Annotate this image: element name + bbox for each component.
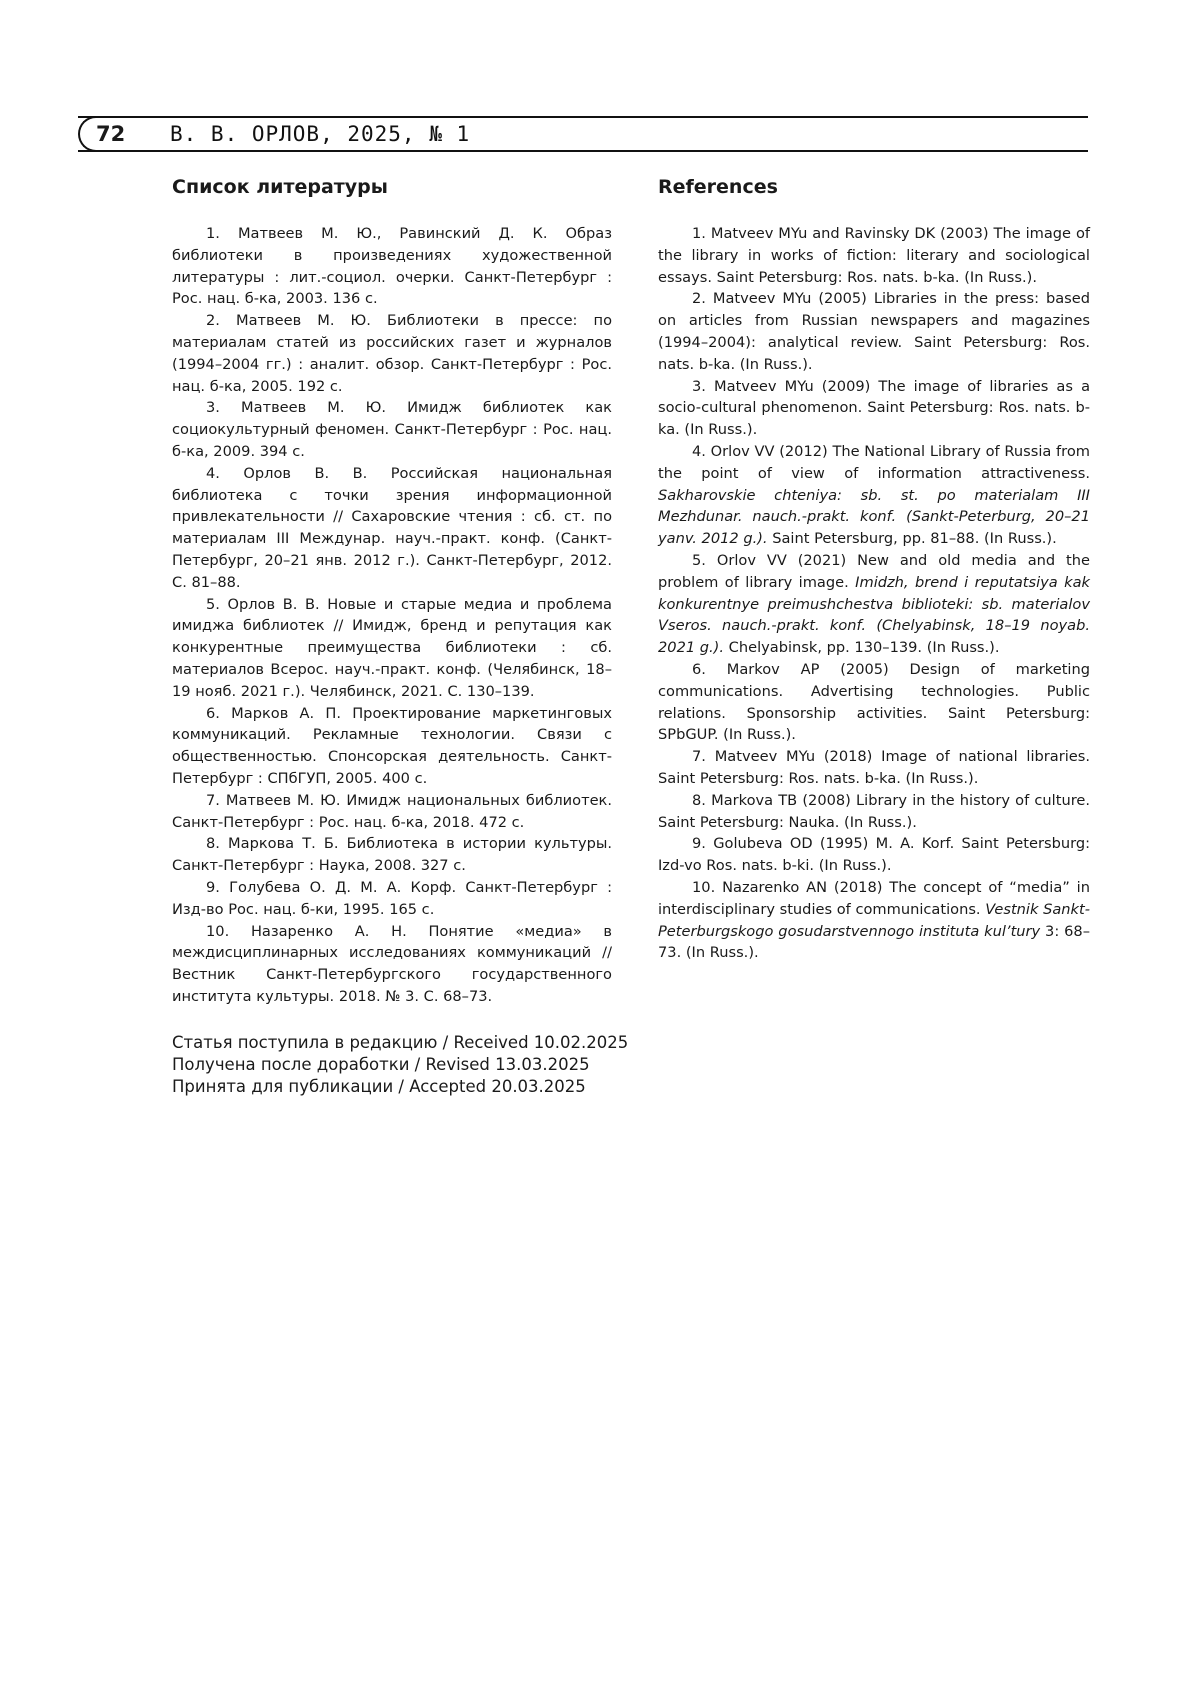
- reference-text: Матвеев М. Ю. Имидж национальных библиотек. Санкт-Петербург : Рос. нац. б-ка, 2018. 472 с.: [172, 791, 613, 831]
- reference-ru-item: [172, 877, 612, 921]
- references-en-list: [658, 223, 1090, 964]
- reference-text: Марков А. П. Проектирование маркетинговых коммуникаций. Рекламные технологии. Связи с общественностью. Спонсорская деятельность. Санкт-Петербург : СПбГУП, 2005. 400 с.: [172, 704, 613, 787]
- reference-en-item: [658, 833, 1090, 877]
- reference-text-tail: Chelyabinsk, pp. 130–139. (In Russ.).: [724, 639, 1000, 657]
- reference-text: Орлов В. В. Российская национальная библиотека с точки зрения информационной привлекательности // Сахаровские чтения : сб. ст. по материалам III Междунар. науч.-практ. конф. (Санкт-Петербург, 20–21 янв. 2012 г.). Санкт-Петербург, 2012. С. 81–88.: [172, 464, 612, 591]
- history-received: Статья поступила в редакцию / Received 10.02.2025: [172, 1033, 629, 1052]
- reference-en-item: [658, 223, 1090, 288]
- reference-en-item: [658, 376, 1090, 441]
- reference-number: 2.: [206, 312, 220, 330]
- reference-number: 8.: [692, 791, 706, 809]
- reference-ru-item: [172, 921, 612, 1008]
- reference-number: 7.: [206, 791, 220, 809]
- history-revised: Получена после доработки / Revised 13.03.2025: [172, 1055, 590, 1074]
- reference-ru-item: [172, 703, 612, 790]
- references-ru-heading: Список литературы: [172, 176, 388, 198]
- reference-number: 9.: [692, 835, 706, 853]
- reference-number: 8.: [206, 835, 220, 853]
- reference-text: Matveev MYu (2005) Libraries in the press: based on articles from Russian newspapers and magazines (1994–2004): analytical review. Saint Petersburg: Ros. nats. b-ka. (In Russ.).: [658, 290, 1090, 373]
- reference-text: Назаренко А. Н. Понятие «медиа» в междисциплинарных исследованиях коммуникаций // Вестник Санкт-Петербургского государственного института культуры. 2018. № 3. С. 68–73.: [172, 922, 613, 1005]
- reference-number: 6.: [692, 660, 706, 678]
- reference-number: 4.: [206, 464, 220, 482]
- reference-number: 1.: [692, 225, 706, 242]
- reference-text: Орлов В. В. Новые и старые медиа и проблема имиджа библиотек // Имидж, бренд и репутация как конкурентные преимущества библиотеки : сб. материалов Всерос. науч.-практ. конф. (Челябинск, 18–19 нояб. 2021 г.). Челябинск, 2021. С. 130–139.: [172, 595, 612, 700]
- reference-en-item: [658, 550, 1090, 659]
- reference-number: 10.: [206, 922, 230, 940]
- reference-text: Matveev MYu and Ravinsky DK (2003) The image of the library in works of fiction: literary and sociological essays. Saint Petersburg: Ros. nats. b-ka. (In Russ.).: [658, 225, 1091, 286]
- reference-ru-item: [172, 463, 612, 594]
- reference-en-item: [658, 441, 1090, 550]
- running-head: [78, 116, 1088, 152]
- reference-text: Matveev MYu (2009) The image of libraries as a socio-cultural phenomenon. Saint Petersburg: Ros. nats. b-ka. (In Russ.).: [658, 377, 1091, 439]
- reference-text: Orlov VV (2012) The National Library of Russia from the point of view of information attractiveness.: [658, 442, 1090, 482]
- reference-ru-item: [172, 223, 612, 310]
- reference-number: 5.: [692, 551, 706, 569]
- reference-source-italic: Sakharovskie chteniya: sb. st. po materialam III Mezhdunar. nauch.-prakt. konf. (Sankt-Peterburg, 20–21 yanv. 2012 g.).: [658, 486, 1090, 548]
- reference-source-italic: Imidzh, brend i reputatsiya kak konkurentnye preimushchestva biblioteki: sb. materialov Vseros. nauch.-prakt. konf. (Chelyabinsk, 18–19 noyab. 2021 g.).: [658, 573, 1090, 657]
- references-en-heading: References: [658, 176, 778, 198]
- reference-text: Orlov VV (2021) New and old media and the problem of library image.: [658, 551, 1091, 591]
- reference-ru-item: [172, 594, 612, 703]
- reference-source-italic: Vestnik Sankt-Peterburgskogo gosudarstvennogo instituta kul’tury: [658, 900, 1090, 940]
- reference-number: 1.: [206, 225, 220, 242]
- reference-number: 7.: [692, 748, 706, 766]
- reference-en-item: [658, 877, 1090, 964]
- reference-number: 2.: [692, 290, 706, 308]
- history-accepted: Принята для публикации / Accepted 20.03.2025: [172, 1077, 586, 1096]
- reference-ru-item: [172, 790, 612, 834]
- reference-en-item: [658, 659, 1090, 746]
- reference-number: 5.: [206, 595, 220, 613]
- reference-number: 4.: [692, 442, 706, 460]
- reference-en-item: [658, 288, 1090, 375]
- reference-text: Голубева О. Д. М. А. Корф. Санкт-Петербург : Изд-во Рос. нац. б-ки, 1995. 165 с.: [172, 878, 612, 918]
- reference-ru-item: [172, 397, 612, 462]
- reference-text: Маркова Т. Б. Библиотека в истории культуры. Санкт-Петербург : Наука, 2008. 327 с.: [172, 835, 613, 875]
- reference-number: 6.: [206, 704, 220, 722]
- reference-text: Nazarenko AN (2018) The concept of “media” in interdisciplinary studies of communications.: [658, 878, 1090, 918]
- references-ru-list: [172, 223, 612, 1008]
- reference-text: Markov AP (2005) Design of marketing communications. Advertising technologies. Public relations. Sponsorship activities. Saint Petersburg: SPbGUP. (In Russ.).: [658, 660, 1090, 744]
- reference-number: 9.: [206, 878, 220, 896]
- reference-number: 10.: [692, 878, 716, 896]
- reference-number: 3.: [206, 399, 220, 417]
- reference-text: Matveev MYu (2018) Image of national libraries. Saint Petersburg: Ros. nats. b-ka. (In Russ.).: [658, 748, 1090, 787]
- reference-ru-item: [172, 833, 612, 877]
- reference-ru-item: [172, 310, 612, 397]
- reference-text: Markova TB (2008) Library in the history of culture. Saint Petersburg: Nauka. (In Russ.).: [658, 791, 1090, 831]
- reference-text: Матвеев М. Ю., Равинский Д. К. Образ библиотеки в произведениях художественной литературы : лит.-социол. очерки. Санкт-Петербург : Рос. нац. б-ка, 2003. 136 с.: [172, 225, 613, 308]
- running-title: В. В. ОРЛОВ, 2025, № 1: [170, 122, 471, 146]
- references-en-column: [658, 175, 1090, 964]
- reference-text-tail: Saint Petersburg, pp. 81–88. (In Russ.).: [767, 530, 1057, 548]
- reference-text: Матвеев М. Ю. Библиотеки в прессе: по материалам статей из российских газет и журналов (1994–2004 гг.) : аналит. обзор. Санкт-Петербург : Рос. нац. б-ка, 2005. 192 с.: [172, 312, 612, 395]
- reference-en-item: [658, 746, 1090, 790]
- reference-text: Матвеев М. Ю. Имидж библиотек как социокультурный феномен. Санкт-Петербург : Рос. нац. б-ка, 2009. 394 с.: [172, 399, 612, 460]
- reference-text: Golubeva OD (1995) M. A. Korf. Saint Petersburg: Izd-vo Ros. nats. b-ki. (In Russ.).: [658, 835, 1091, 875]
- reference-text-tail: 3: 68–73. (In Russ.).: [658, 922, 1090, 962]
- reference-number: 3.: [692, 377, 706, 395]
- page-number: 72: [78, 116, 156, 152]
- article-history: [172, 1032, 672, 1098]
- references-ru-column: [172, 175, 612, 1008]
- reference-en-item: [658, 790, 1090, 834]
